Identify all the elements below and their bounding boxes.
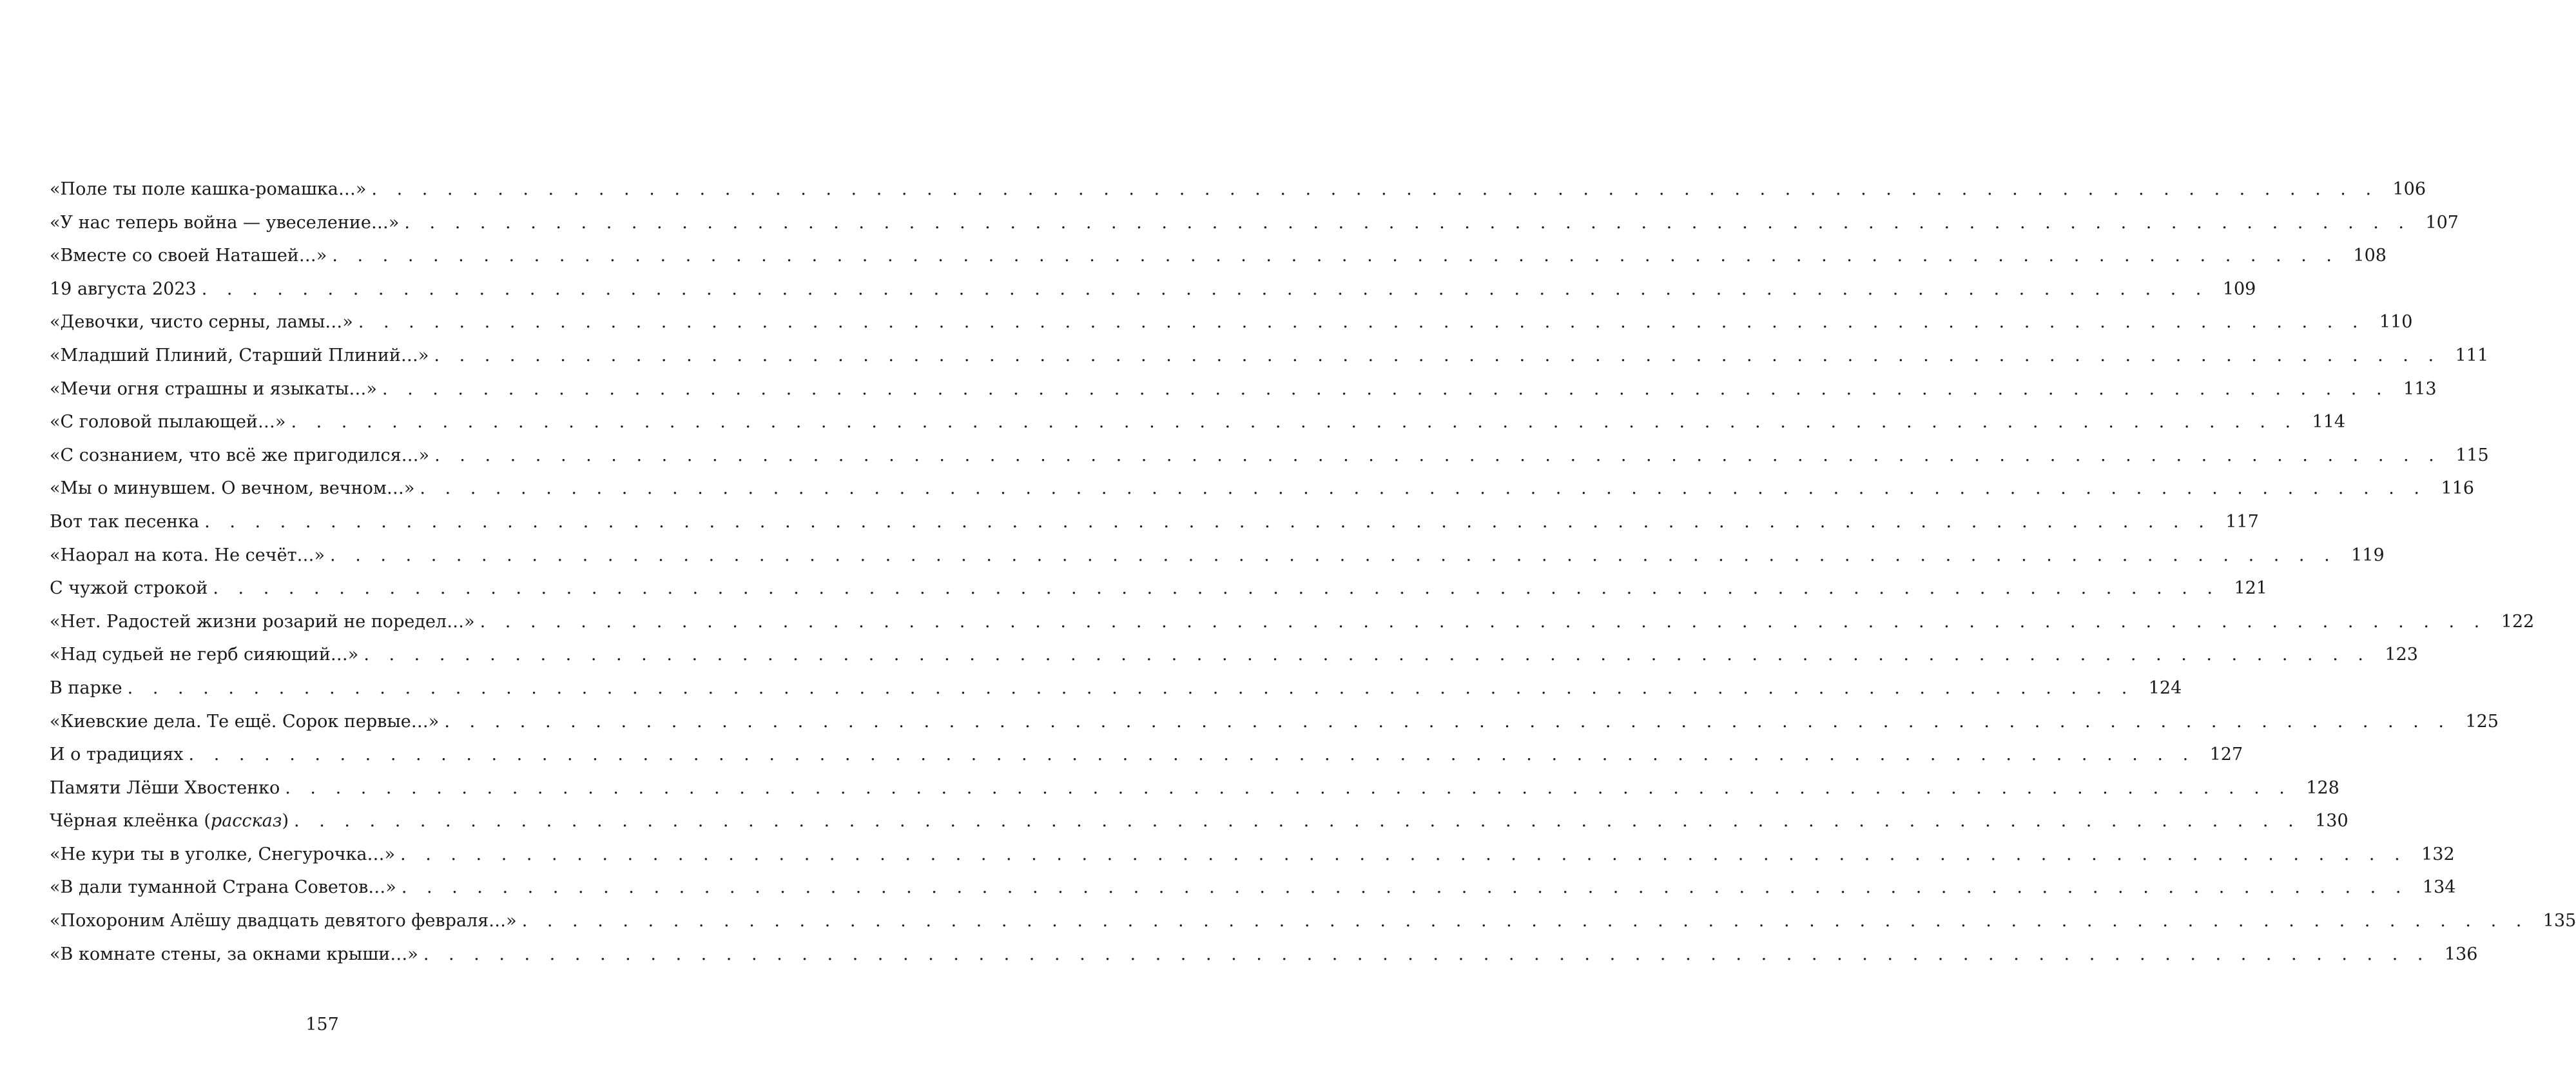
dot-leader: . . . . . . . . . . . . . . . . . . . . . . . . . . . . . . . . . . . . . . . . . . . . . . . . . . . . . . . . . . . . . . . . . . . . . . . . . . . . . . . . [434,345,2441,365]
dot-leader: . . . . . . . . . . . . . . . . . . . . . . . . . . . . . . . . . . . . . . . . . . . . . . . . . . . . . . . . . . . . . . . . . . . . . . . . . . . . . . . . [420,478,2426,499]
toc-entry-title [50,379,382,399]
toc-entry-page: 119 [2351,545,2385,565]
toc-entry-title-text: 19 августа 2023 [50,278,197,299]
toc-entry-title [50,811,294,831]
toc-entry [50,944,2478,978]
toc-entry-title [50,877,402,897]
dot-leader: . . . . . . . . . . . . . . . . . . . . . . . . . . . . . . . . . . . . . . . . . . . . . . . . . . . . . . . . . . . . . . . . . . . . . . . . . . . . . . . . [371,179,2379,199]
toc-entry-title-text: В парке [50,677,122,698]
toc-entry-page: 123 [2385,645,2418,665]
toc-entry [50,511,2259,545]
toc-entry-title-text: С чужой строкой [50,578,208,599]
toc-entry [50,711,2499,745]
toc-entry [50,246,2387,279]
toc-entry [50,179,2426,213]
toc-entry-page: 107 [2425,212,2459,233]
dot-leader: . . . . . . . . . . . . . . . . . . . . . . . . . . . . . . . . . . . . . . . . . . . . . . . . . . . . . . . . . . . . . . . . . . . . . . . . . . . . . . . . [127,677,2135,698]
toc-entry-title [50,179,371,199]
toc-entry [50,378,2437,413]
toc-entry [50,345,2489,379]
toc-entry [50,412,2346,445]
toc-entry-title [50,678,128,698]
dot-leader: . . . . . . . . . . . . . . . . . . . . . . . . . . . . . . . . . . . . . . . . . . . . . . . . . . . . . . . . . . . . . . . . . . . . . . . . . . . . . . . . [285,777,2292,798]
toc-entry-title [50,412,291,432]
toc-entry-title [50,745,189,764]
toc-entry-title [50,246,332,266]
toc-entry-page: 115 [2455,445,2489,465]
page-number: 157 [305,1015,339,1035]
toc-entry-title [50,612,480,632]
toc-entry [50,677,2182,712]
toc-entry-page: 132 [2421,844,2455,864]
toc-entry-page: 136 [2444,944,2478,964]
toc-entry-title-text: «Мы о минувшем. О вечном, вечном…» [50,478,415,499]
toc-entry-title-text: «Младший Плиний, Старший Плиний…» [50,345,429,365]
toc-entry-page: 125 [2465,711,2499,732]
table-of-contents [50,179,2576,977]
toc-entry [50,611,2535,645]
toc-entry-page: 116 [2441,478,2474,499]
toc-entry [50,478,2474,512]
toc-entry-title-text: «Поле ты поле кашка-ромашка…» [50,179,367,199]
toc-entry-page: 134 [2422,877,2456,898]
toc-entry-page: 108 [2353,246,2387,266]
dot-leader: . . . . . . . . . . . . . . . . . . . . . . . . . . . . . . . . . . . . . . . . . . . . . . . . . . . . . . . . . . . . . . . . . . . . . . . . . . . . . . . . [423,944,2430,964]
dot-leader: . . . . . . . . . . . . . . . . . . . . . . . . . . . . . . . . . . . . . . . . . . . . . . . . . . . . . . . . . . . . . . . . . . . . . . . . . . . . . . . . [444,711,2451,732]
toc-entry-title [50,944,423,964]
toc-entry-title-text: «С сознанием, что всё же пригодился…» [50,445,430,465]
toc-entry-title-text: «Наорал на кота. Не сечёт…» [50,545,325,565]
toc-entry-page: 127 [2209,745,2243,765]
toc-entry-title [50,213,404,233]
toc-entry-page: 135 [2542,911,2576,931]
toc-entry-title-text: «В комнате стены, за окнами крыши…» [50,944,418,964]
dot-leader: . . . . . . . . . . . . . . . . . . . . . . . . . . . . . . . . . . . . . . . . . . . . . . . . . . . . . . . . . . . . . . . . . . . . . . . . . . . . . . . . [294,811,2301,832]
toc-entry [50,911,2576,944]
toc-entry-title-text: «Нет. Радостей жизни розарий не поредел…» [50,611,475,632]
toc-entry-page: 121 [2234,578,2267,599]
toc-entry [50,545,2385,579]
toc-entry-title-text: «С головой пылающей…» [50,412,286,433]
dot-leader: . . . . . . . . . . . . . . . . . . . . . . . . . . . . . . . . . . . . . . . . . . . . . . . . . . . . . . . . . . . . . . . . . . . . . . . . . . . . . . . . [521,911,2529,931]
toc-entry-page: 114 [2312,412,2346,433]
dot-leader: . . . . . . . . . . . . . . . . . . . . . . . . . . . . . . . . . . . . . . . . . . . . . . . . . . . . . . . . . . . . . . . . . . . . . . . . . . . . . . . . [213,578,2220,599]
toc-entry [50,578,2267,612]
toc-entry-page: 106 [2392,179,2426,199]
dot-leader: . . . . . . . . . . . . . . . . . . . . . . . . . . . . . . . . . . . . . . . . . . . . . . . . . . . . . . . . . . . . . . . . . . . . . . . . . . . . . . . . [401,877,2408,898]
toc-entry-title-text: «Мечи огня страшны и языкаты…» [50,378,377,399]
dot-leader: . . . . . . . . . . . . . . . . . . . . . . . . . . . . . . . . . . . . . . . . . . . . . . . . . . . . . . . . . . . . . . . . . . . . . . . . . . . . . . . . [479,611,2487,632]
toc-entry-title-text: «В дали туманной Страна Советов…» [50,877,396,898]
toc-entry-title [50,578,213,598]
toc-entry-title [50,712,444,732]
toc-entry-page: 113 [2403,378,2437,399]
toc-entry [50,811,2348,844]
toc-entry [50,645,2418,678]
toc-entry [50,777,2339,812]
toc-entry-title [50,279,202,299]
dot-leader: . . . . . . . . . . . . . . . . . . . . . . . . . . . . . . . . . . . . . . . . . . . . . . . . . . . . . . . . . . . . . . . . . . . . . . . . . . . . . . . . [358,312,2365,333]
toc-entry-title-text: Вот так песенка [50,511,200,532]
toc-entry-page: 122 [2501,611,2535,632]
toc-entry-page: 124 [2148,677,2182,698]
dot-leader: . . . . . . . . . . . . . . . . . . . . . . . . . . . . . . . . . . . . . . . . . . . . . . . . . . . . . . . . . . . . . . . . . . . . . . . . . . . . . . . . [382,378,2389,399]
toc-entry-title-suffix: ) [282,811,289,832]
toc-entry [50,278,2256,313]
toc-entry [50,312,2413,345]
toc-entry-title [50,911,522,931]
toc-entry-title [50,645,363,665]
dot-leader: . . . . . . . . . . . . . . . . . . . . . . . . . . . . . . . . . . . . . . . . . . . . . . . . . . . . . . . . . . . . . . . . . . . . . . . . . . . . . . . . [434,445,2441,465]
dot-leader: . . . . . . . . . . . . . . . . . . . . . . . . . . . . . . . . . . . . . . . . . . . . . . . . . . . . . . . . . . . . . . . . . . . . . . . . . . . . . . . . [330,545,2337,565]
toc-entry-page: 111 [2455,345,2489,365]
toc-entry-page: 109 [2222,278,2256,299]
toc-entry-title-italic: рассказ [210,811,282,832]
toc-entry-title-text: «Похороним Алёшу двадцать девятого февраля…» [50,911,517,931]
toc-entry-title-text: «Не кури ты в уголке, Снегурочка…» [50,844,396,864]
toc-entry-title [50,445,434,465]
dot-leader: . . . . . . . . . . . . . . . . . . . . . . . . . . . . . . . . . . . . . . . . . . . . . . . . . . . . . . . . . . . . . . . . . . . . . . . . . . . . . . . . [332,246,2339,266]
toc-entry-title-text: «У нас теперь война — увеселение…» [50,212,400,233]
dot-leader: . . . . . . . . . . . . . . . . . . . . . . . . . . . . . . . . . . . . . . . . . . . . . . . . . . . . . . . . . . . . . . . . . . . . . . . . . . . . . . . . [404,212,2411,233]
toc-entry-title [50,545,330,565]
dot-leader: . . . . . . . . . . . . . . . . . . . . . . . . . . . . . . . . . . . . . . . . . . . . . . . . . . . . . . . . . . . . . . . . . . . . . . . . . . . . . . . . [363,645,2370,665]
toc-entry-title-text: Чёрная клеёнка ( [50,811,211,832]
toc-entry-title-text: И о традициях [50,745,184,765]
dot-leader: . . . . . . . . . . . . . . . . . . . . . . . . . . . . . . . . . . . . . . . . . . . . . . . . . . . . . . . . . . . . . . . . . . . . . . . . . . . . . . . . [204,511,2211,532]
toc-entry [50,445,2489,479]
toc-entry [50,745,2243,778]
toc-entry [50,877,2456,911]
toc-entry-title [50,478,420,498]
dot-leader: . . . . . . . . . . . . . . . . . . . . . . . . . . . . . . . . . . . . . . . . . . . . . . . . . . . . . . . . . . . . . . . . . . . . . . . . . . . . . . . . [291,412,2298,433]
toc-entry-title [50,312,358,332]
toc-entry [50,212,2459,246]
toc-entry-title [50,844,400,864]
toc-entry [50,844,2455,878]
toc-entry-page: 117 [2225,511,2259,532]
toc-entry-title [50,778,285,798]
toc-entry-title-text: Памяти Лёши Хвостенко [50,777,280,798]
dot-leader: . . . . . . . . . . . . . . . . . . . . . . . . . . . . . . . . . . . . . . . . . . . . . . . . . . . . . . . . . . . . . . . . . . . . . . . . . . . . . . . . [201,278,2209,299]
toc-entry-title [50,512,204,532]
toc-entry-page: 110 [2379,312,2413,333]
toc-entry-title [50,345,434,365]
dot-leader: . . . . . . . . . . . . . . . . . . . . . . . . . . . . . . . . . . . . . . . . . . . . . . . . . . . . . . . . . . . . . . . . . . . . . . . . . . . . . . . . [400,844,2407,864]
toc-entry-title-text: «Над судьей не герб сияющий…» [50,645,359,665]
toc-entry-title-text: «Вместе со своей Наташей…» [50,246,327,266]
toc-entry-page: 128 [2306,777,2339,798]
toc-entry-title-text: «Киевские дела. Те ещё. Сорок первые…» [50,711,440,732]
toc-entry-title-text: «Девочки, чисто серны, ламы…» [50,312,353,333]
toc-entry-page: 130 [2315,811,2348,832]
dot-leader: . . . . . . . . . . . . . . . . . . . . . . . . . . . . . . . . . . . . . . . . . . . . . . . . . . . . . . . . . . . . . . . . . . . . . . . . . . . . . . . . [188,745,2196,765]
